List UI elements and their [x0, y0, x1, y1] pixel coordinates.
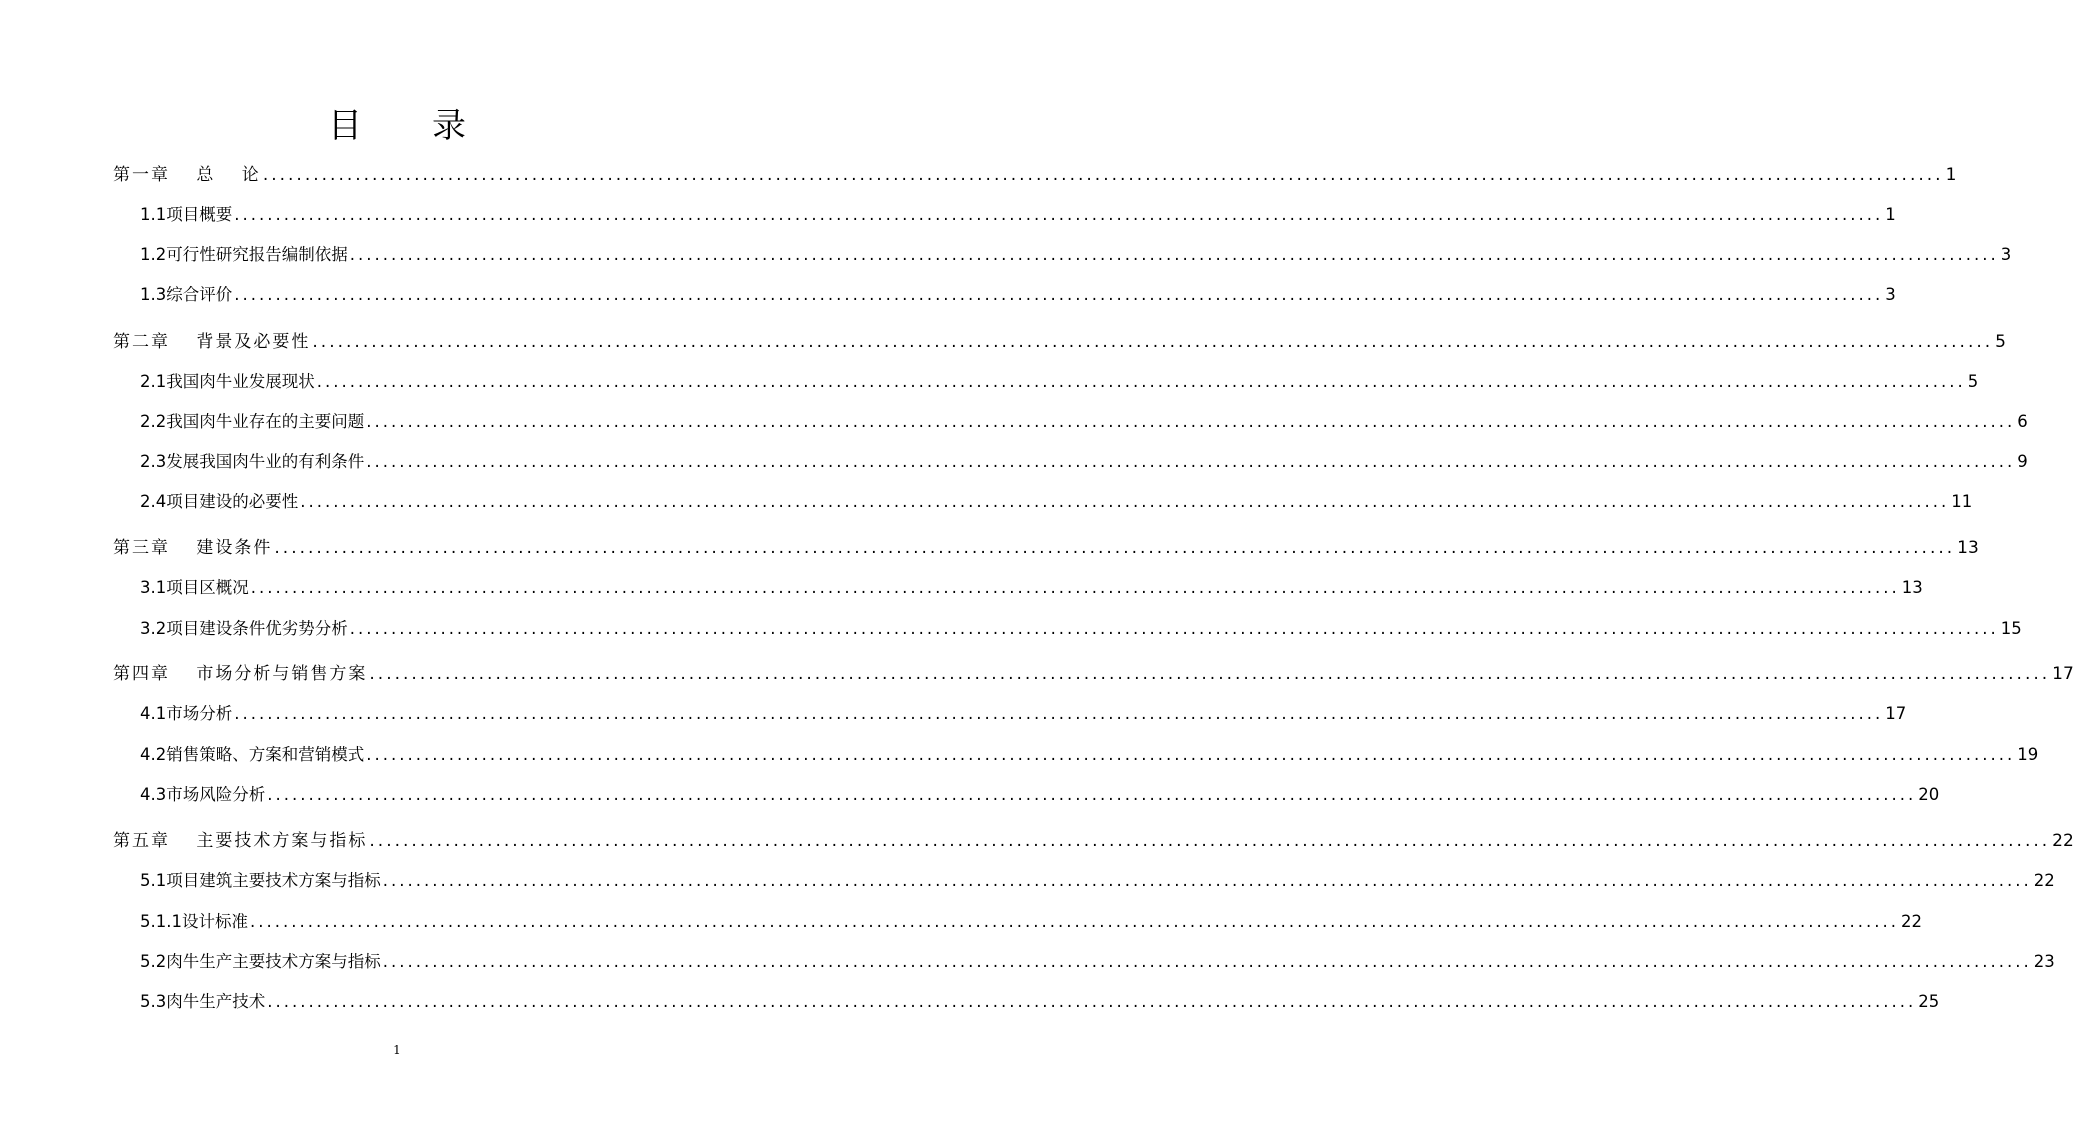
toc-entry-page-number: 22 [2052, 831, 2074, 851]
dot-leader: ........................................................................................................................................................................................................ [366, 745, 2016, 764]
dot-leader: ........................................................................................................................................................................................................ [316, 372, 1966, 391]
toc-entry-label: 5.3肉牛生产技术 [140, 992, 266, 1011]
dot-leader: ........................................................................................................................................................................................................ [369, 831, 2051, 851]
dot-leader: ........................................................................................................................................................................................................ [234, 704, 1884, 723]
toc-entry-label: 第一章 总 论 [113, 165, 261, 185]
dot-leader: ........................................................................................................................................................................................................ [234, 285, 1884, 304]
toc-section-entry[interactable] [140, 781, 1940, 804]
dot-leader: ........................................................................................................................................................................................................ [249, 912, 1899, 931]
toc-section-entry[interactable] [140, 241, 2012, 264]
toc-chapter-entry[interactable] [113, 327, 2006, 352]
toc-entry-page-number: 19 [2017, 745, 2039, 764]
toc-chapter-entry[interactable] [113, 826, 2074, 851]
toc-section-entry[interactable] [140, 368, 1979, 391]
toc-entry-page-number: 13 [1957, 538, 1979, 558]
dot-leader: ........................................................................................................................................................................................................ [312, 332, 1994, 352]
toc-entry-page-number: 5 [1967, 372, 1979, 391]
toc-entry-label: 4.2销售策略、方案和营销模式 [140, 745, 365, 764]
dot-leader: ........................................................................................................................................................................................................ [382, 871, 2032, 890]
toc-chapter-entry[interactable] [113, 533, 1979, 558]
dot-leader: ........................................................................................................................................................................................................ [366, 412, 2016, 431]
toc-section-entry[interactable] [140, 615, 2022, 638]
toc-entry-page-number: 13 [1901, 578, 1923, 597]
toc-entry-label: 5.1.1设计标准 [140, 912, 248, 931]
toc-title [0, 98, 794, 147]
toc-entry-label: 4.1市场分析 [140, 704, 233, 723]
toc-entry-page-number: 23 [2033, 952, 2055, 971]
toc-section-entry[interactable] [140, 201, 1896, 224]
toc-entry-label: 第五章 主要技术方案与指标 [113, 831, 368, 851]
dot-leader: ........................................................................................................................................................................................................ [250, 578, 1900, 597]
toc-entry-label: 2.2我国肉牛业存在的主要问题 [140, 412, 365, 431]
toc-chapter-entry[interactable] [113, 160, 1957, 185]
toc-entry-label: 2.1我国肉牛业发展现状 [140, 372, 315, 391]
toc-entry-label: 5.2肉牛生产主要技术方案与指标 [140, 952, 381, 971]
toc-title-char-2: 录 [432, 106, 466, 146]
toc-entry-page-number: 11 [1951, 492, 1973, 511]
toc-entry-page-number: 1 [1945, 165, 1957, 185]
toc-entry-page-number: 20 [1918, 785, 1940, 804]
toc-entry-label: 1.2可行性研究报告编制依据 [140, 245, 348, 264]
toc-entry-label: 第三章 建设条件 [113, 538, 273, 558]
toc-entry-page-number: 15 [2000, 619, 2022, 638]
dot-leader: ........................................................................................................................................................................................................ [267, 785, 1917, 804]
dot-leader: ........................................................................................................................................................................................................ [369, 664, 2051, 684]
toc-entry-label: 2.4项目建设的必要性 [140, 492, 299, 511]
dot-leader: ........................................................................................................................................................................................................ [382, 952, 2032, 971]
toc-section-entry[interactable] [140, 488, 1973, 511]
toc-entry-label: 1.1项目概要 [140, 205, 233, 224]
toc-entry-page-number: 5 [1995, 332, 2006, 352]
toc-entry-page-number: 6 [2017, 412, 2028, 431]
toc-entry-label: 5.1项目建筑主要技术方案与指标 [140, 871, 381, 890]
toc-section-entry[interactable] [140, 448, 2028, 471]
toc-chapter-entry[interactable] [113, 659, 2074, 684]
toc-section-entry[interactable] [140, 700, 1907, 723]
toc-section-entry[interactable] [140, 408, 2028, 431]
dot-leader: ........................................................................................................................................................................................................ [349, 245, 1999, 264]
toc-entry-page-number: 22 [1900, 912, 1922, 931]
dot-leader: ........................................................................................................................................................................................................ [274, 538, 1956, 558]
toc-section-entry[interactable] [140, 281, 1896, 304]
dot-leader: ........................................................................................................................................................................................................ [300, 492, 1950, 511]
toc-entry-page-number: 17 [1885, 704, 1907, 723]
toc-entry-label: 2.3发展我国肉牛业的有利条件 [140, 452, 365, 471]
dot-leader: ........................................................................................................................................................................................................ [267, 992, 1917, 1011]
toc-section-entry[interactable] [140, 867, 2055, 890]
page-number: 1 [393, 1043, 401, 1057]
toc-section-entry[interactable] [140, 988, 1940, 1011]
toc-entry-page-number: 3 [2000, 245, 2012, 264]
toc-section-entry[interactable] [140, 908, 1922, 931]
toc-entry-label: 3.2项目建设条件优劣势分析 [140, 619, 348, 638]
dot-leader: ........................................................................................................................................................................................................ [262, 165, 1944, 185]
toc-section-entry[interactable] [140, 948, 2055, 971]
dot-leader: ........................................................................................................................................................................................................ [349, 619, 1999, 638]
toc-section-entry[interactable] [140, 741, 2039, 764]
toc-entry-page-number: 22 [2033, 871, 2055, 890]
toc-entry-label: 4.3市场风险分析 [140, 785, 266, 804]
toc-entry-page-number: 3 [1885, 285, 1896, 304]
dot-leader: ........................................................................................................................................................................................................ [234, 205, 1884, 224]
toc-entry-label: 第四章 市场分析与销售方案 [113, 664, 368, 684]
toc-entry-page-number: 17 [2052, 664, 2074, 684]
toc-entry-page-number: 1 [1885, 205, 1896, 224]
toc-section-entry[interactable] [140, 574, 1923, 597]
toc-entry-page-number: 9 [2017, 452, 2028, 471]
toc-entry-label: 第二章 背景及必要性 [113, 332, 311, 352]
toc-entry-label: 3.1项目区概况 [140, 578, 249, 597]
toc-title-char-1: 目 [328, 106, 362, 146]
dot-leader: ........................................................................................................................................................................................................ [366, 452, 2016, 471]
toc-entry-page-number: 25 [1918, 992, 1940, 1011]
toc-entry-label: 1.3综合评价 [140, 285, 233, 304]
